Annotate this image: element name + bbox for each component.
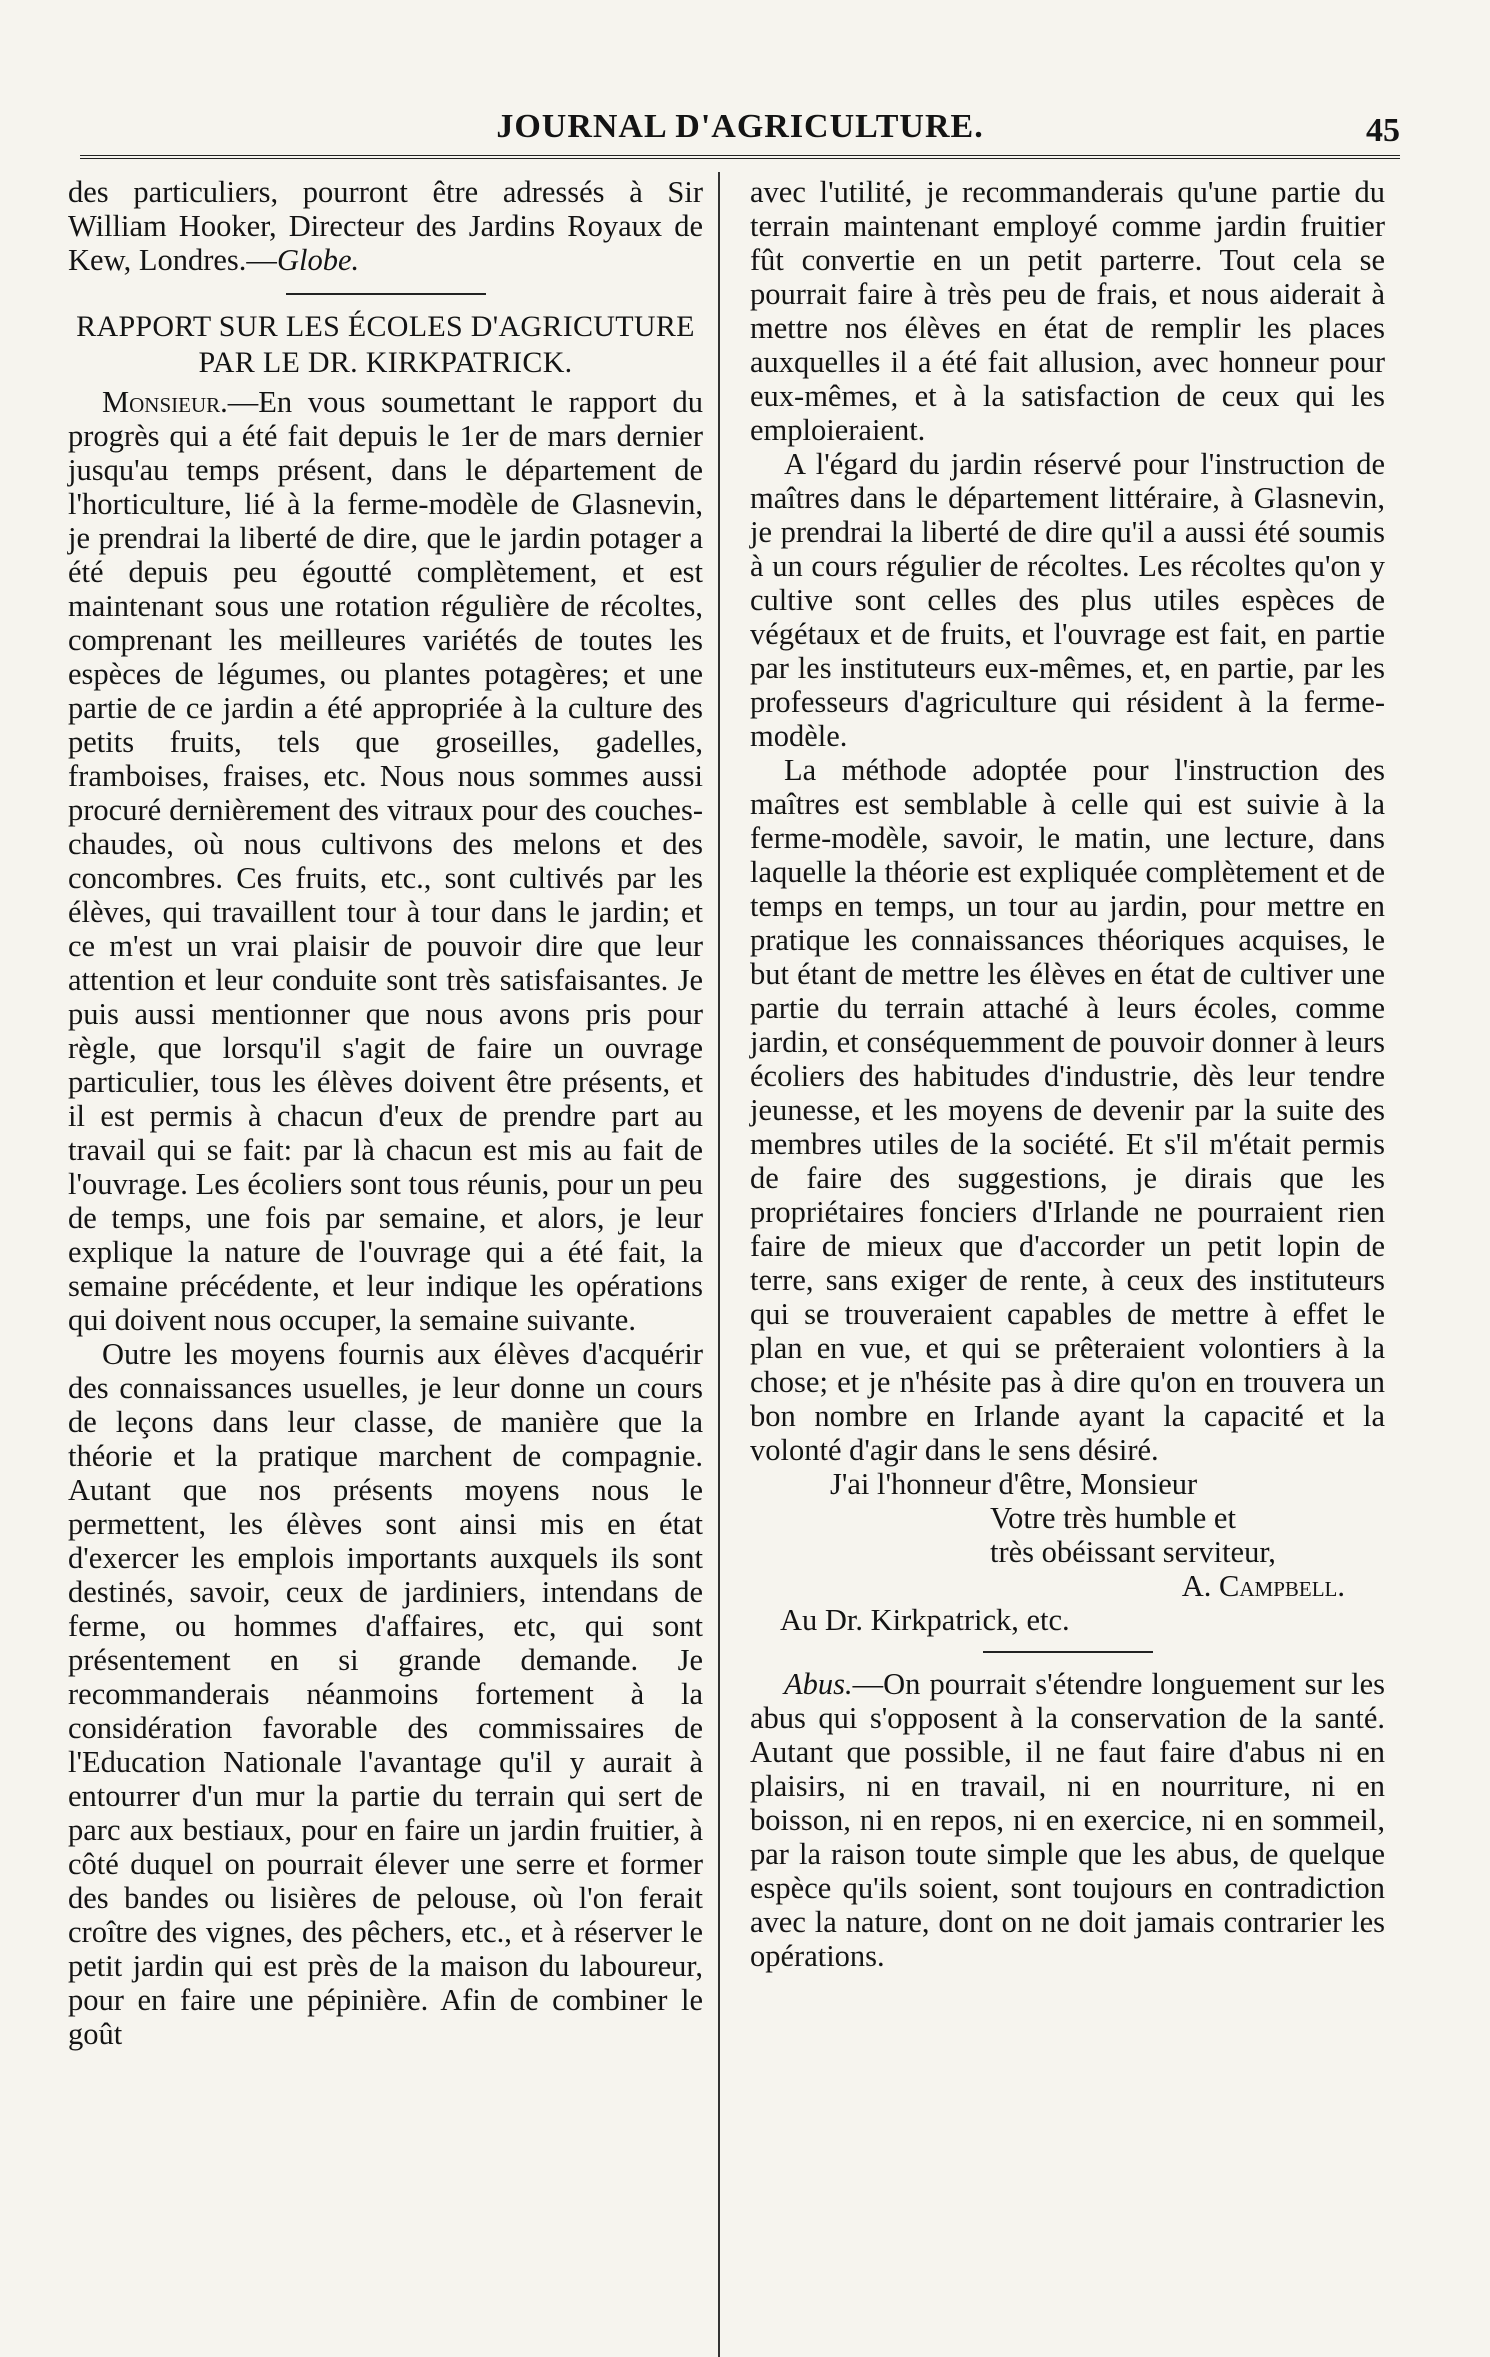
report-paragraph-5: La méthode adoptée pour l'instruction des maîtres est semblable à celle qui est suivie à la ferme-modèle, savoir, le matin, une lecture, dans laquelle la théorie est expliquée complètement et de temps en temps, un tour au jardin, pour mettre en pratique les connaissances théoriques acquises, le but étant de mettre les élèves en état de cultiver une partie du terrain attaché à leurs écoles, comme jardin, et conséquemment de pouvoir donner à leurs écoliers des habitudes d'industrie, dès leur tendre jeunesse, et les moyens de devenir par la suite des membres utiles de la société. Et s'il m'était permis de faire des suggestions, je dirais que les propriétaires fonciers d'Irlande ne pourraient rien faire de mieux que d'accorder un petit lopin de terre, sans exiger de rente, à ceux des instituteurs qui se trouveraient capables de mettre à effet le plan en vue, et qui se prêteraient volontiers à la chose; et je n'hésite pas à dire qu'on en trouvera un bon nombre en Irlande ayant la capacité et la volonté d'agir dans le sens désiré. xyxy=(750,753,1385,1467)
addressee: Au Dr. Kirkpatrick, etc. xyxy=(780,1603,1070,1637)
abus-text: —On pourrait s'étendre longuement sur les abus qui s'opposent à la conservation de la santé. Autant que possible, il ne faut faire d'abus ni en plaisirs, ni en travail, ni en nourriture, ni en boisson, ni en repos, ni en exercice, ni en sommeil, par la raison toute simple que les abus, de quelque espèce qu'ils soient, sont toujours en contradiction avec la nature, dont on ne doit jamais contrarier les opérations. xyxy=(750,1667,1385,1973)
article-heading xyxy=(68,309,703,381)
continuation-source: Globe. xyxy=(276,243,360,277)
article-heading-line-1: RAPPORT SUR LES ÉCOLES D'AGRICUTURE xyxy=(76,310,695,343)
left-column xyxy=(68,175,703,2051)
closing-line-1: J'ai l'honneur d'être, Monsieur xyxy=(830,1467,1198,1501)
abus-label: Abus. xyxy=(784,1667,853,1701)
page-number: 45 xyxy=(1366,112,1400,149)
report-paragraph-4: A l'égard du jardin réservé pour l'instruction de maîtres dans le département littéraire, à Glasnevin, je prendrai la liberté de dire qu'il a aussi été soumis à un cours régulier de récoltes. Les récoltes qu'on y cultive sont celles des plus utiles espèces de végétaux et de fruits, et l'ouvrage est fait, en partie par les instituteurs eux-mêmes, et, en partie, par les professeurs d'agriculture qui résident à la ferme-modèle. xyxy=(750,447,1385,753)
column-divider xyxy=(718,172,720,2357)
abus-paragraph xyxy=(750,1667,1385,1973)
right-column xyxy=(750,175,1385,1973)
running-title: JOURNAL D'AGRICULTURE. xyxy=(496,108,984,145)
section-rule xyxy=(286,293,486,295)
signature: A. Campbell. xyxy=(1181,1569,1345,1603)
page-header xyxy=(80,108,1400,160)
report-paragraph-3: avec l'utilité, je recommanderais qu'une partie du terrain maintenant employé comme jardin fruitier fût convertie en un petit parterre. Tout cela se pourrait faire à très peu de frais, et nous aiderait à mettre nos élèves en état de remplir les places auxquelles il a été fait allusion, avec honneur pour eux-mêmes, et à la satisfaction de ceux qui les emploieraient. xyxy=(750,175,1385,447)
report-paragraph-1-text: —En vous soumettant le rapport du progrès qui a été fait depuis le 1er de mars dernier jusqu'au temps présent, dans le département de l'horticulture, lié à la ferme-modèle de Glasnevin, je prendrai la liberté de dire, que le jardin potager a été depuis peu égoutté complètement, et est maintenant sous une rotation régulière de récoltes, comprenant les meilleures variétés de toutes les espèces de légumes, ou plantes potagères; et une partie de ce jardin a été appropriée à la culture des petits fruits, tels que groseilles, gadelles, framboises, fraises, etc. Nous nous sommes aussi procuré dernièrement des vitraux pour des couches-chaudes, où nous cultivons des melons et des concombres. Ces fruits, etc., sont cultivés par les élèves, qui travaillent tour à tour dans le jardin; et ce m'est un vrai plaisir de pouvoir dire que leur attention et leur conduite sont très satisfaisantes. Je puis aussi mentionner que nous avons pris pour règle, que lorsqu'il s'agit de faire un ouvrage particulier, tous les élèves doivent être présents, et il est permis à chacun d'eux de prendre part au travail qui se fait: par là chacun est mis au fait de l'ouvrage. Les écoliers sont tous réunis, pour un peu de temps, une fois par semaine, et alors, je leur explique la nature de l'ouvrage qui a été fait, la semaine précédente, et leur indique les opérations qui doivent nous occuper, la semaine suivante. xyxy=(68,385,703,1337)
continuation-text: des particuliers, pourront être adressés à Sir William Hooker, Directeur des Jardins Royaux de Kew, Londres.— xyxy=(68,175,703,277)
report-paragraph-1 xyxy=(68,385,703,1337)
article-heading-line-2: PAR LE DR. KIRKPATRICK. xyxy=(198,346,573,379)
section-rule-2 xyxy=(983,1651,1153,1653)
closing-line-3: très obéissant serviteur, xyxy=(990,1535,1276,1569)
closing-line-2: Votre très humble et xyxy=(990,1501,1236,1535)
salutation: Monsieur. xyxy=(102,385,228,419)
report-paragraph-2: Outre les moyens fournis aux élèves d'acquérir des connaissances usuelles, je leur donne un cours de leçons dans leur classe, de manière que la théorie et la pratique marchent de compagnie. Autant que nos présents moyens nous le permettent, les élèves sont ainsi mis en état d'exercer les emplois importants auxquels ils sont destinés, savoir, ceux de jardiniers, intendans de ferme, ou hommes d'affaires, etc, qui sont présentement en si grande demande. Je recommanderais néanmoins fortement à la considération favorable des commissaires de l'Education Nationale l'avantage qu'il y aurait à entourrer d'un mur la partie du terrain qui sert de parc aux bestiaux, pour en faire un jardin fruitier, à côté duquel on pourrait élever une serre et former des bandes ou lisières de pelouse, où l'on ferait croître des vignes, des pêchers, etc., et à réserver le petit jardin qui est près de la maison du laboureur, pour en faire une pépinière. Afin de combiner le goût xyxy=(68,1337,703,2051)
continuation-paragraph xyxy=(68,175,703,277)
header-rule xyxy=(80,155,1400,161)
